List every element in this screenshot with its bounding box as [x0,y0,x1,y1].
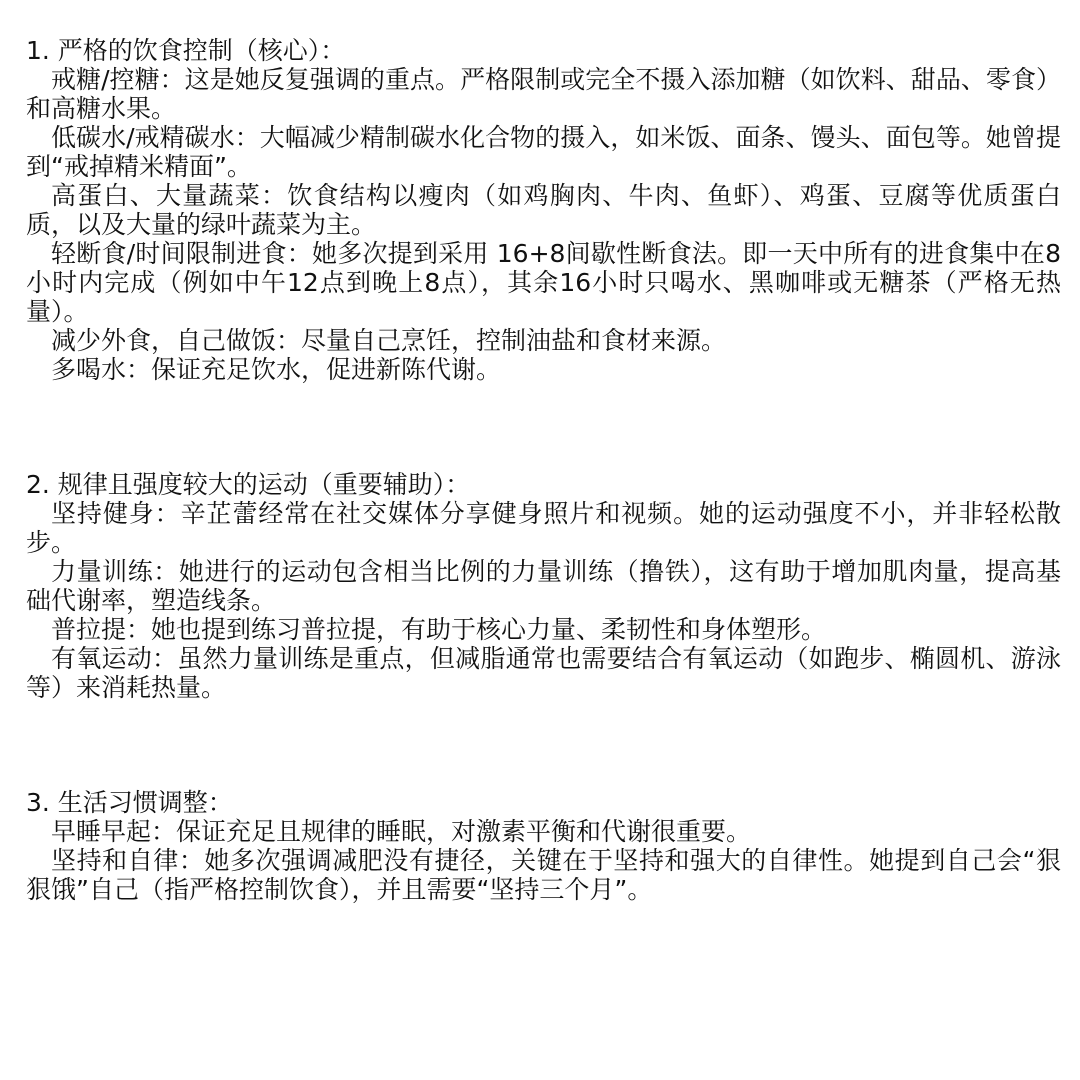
list-item: 多喝水：保证充足饮水，促进新陈代谢。 [51,355,502,384]
document-body [26,36,1061,904]
list-item: 力量训练：她进行的运动包含相当比例的力量训练（撸铁），这有助于增加肌肉量，提高基础代谢率，塑造线条。 [26,557,1061,615]
section-heading: 3. 生活习惯调整： [26,788,233,817]
list-item: 低碳水/戒精碳水：大幅减少精制碳水化合物的摄入，如米饭、面条、馒头、面包等。她曾提到“戒掉精米精面”。 [26,123,1061,181]
list-item: 坚持和自律：她多次强调减肥没有捷径，关键在于坚持和强大的自律性。她提到自己会“狠狠饿”自己（指严格控制饮食），并且需要“坚持三个月”。 [26,846,1061,904]
list-item: 轻断食/时间限制进食：她多次提到采用 16+8间歇性断食法。即一天中所有的进食集中在8小时内完成（例如中午12点到晚上8点），其余16小时只喝水、黑咖啡或无糖茶（严格无热量）。 [26,239,1061,326]
section-habits [26,788,1061,904]
list-item: 戒糖/控糖：这是她反复强调的重点。严格限制或完全不摄入添加糖（如饮料、甜品、零食）和高糖水果。 [26,65,1061,123]
list-item: 普拉提：她也提到练习普拉提，有助于核心力量、柔韧性和身体塑形。 [51,615,827,644]
section-diet [26,36,1061,384]
section-heading: 2. 规律且强度较大的运动（重要辅助）： [26,470,471,499]
list-item: 高蛋白、大量蔬菜：饮食结构以瘦肉（如鸡胸肉、牛肉、鱼虾）、鸡蛋、豆腐等优质蛋白质，以及大量的绿叶蔬菜为主。 [26,181,1061,239]
list-item: 早睡早起：保证充足且规律的睡眠，对激素平衡和代谢很重要。 [51,817,752,846]
section-exercise [26,470,1061,702]
list-item: 有氧运动：虽然力量训练是重点，但减脂通常也需要结合有氧运动（如跑步、椭圆机、游泳等）来消耗热量。 [26,644,1061,702]
section-heading: 1. 严格的饮食控制（核心）： [26,36,346,65]
list-item: 减少外食，自己做饭：尽量自己烹饪，控制油盐和食材来源。 [51,326,727,355]
list-item: 坚持健身：辛芷蕾经常在社交媒体分享健身照片和视频。她的运动强度不小，并非轻松散步。 [26,499,1061,557]
